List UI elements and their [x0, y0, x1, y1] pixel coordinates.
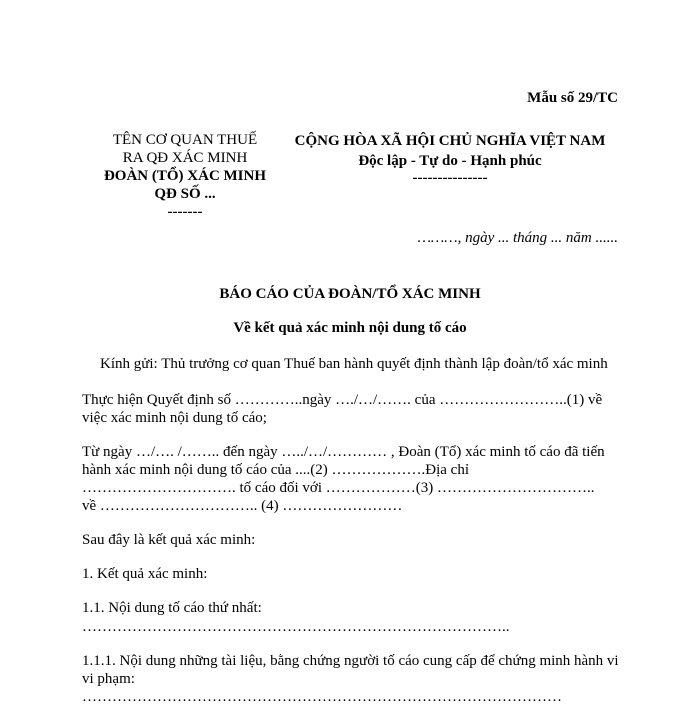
date-line: ………, ngày ... tháng ... năm ...... — [417, 230, 618, 246]
report-title: BÁO CÁO CỦA ĐOÀN/TỔ XÁC MINH — [219, 286, 481, 302]
form-code: Mẫu số 29/TC — [527, 90, 618, 106]
dotted-fill-line-2: …………………………………………………………………………………… — [82, 689, 562, 705]
decision-number: QĐ SỐ ... — [154, 186, 216, 202]
national-motto: Độc lập - Tự do - Hạnh phúc — [358, 153, 542, 169]
dotted-fill-line: ………………………………………………………………………….. — [82, 619, 510, 635]
verification-period-line-2: hành xác minh nội dung tố cáo của ....(2) ……………….Địa chỉ — [82, 462, 469, 478]
right-divider: --------------- — [412, 170, 488, 186]
results-intro: Sau đây là kết quả xác minh: — [82, 532, 256, 548]
team-name: ĐOÀN (TỔ) XÁC MINH — [103, 168, 267, 184]
verification-period-line-4: về ………………………….. (4) …………………… — [82, 498, 403, 514]
issuing-authority-header — [100, 131, 270, 221]
national-header — [280, 131, 620, 185]
section-1-1-heading: 1.1. Nội dung tố cáo thứ nhất: — [82, 600, 262, 616]
addressee: Kính gửi: Thủ trưởng cơ quan Thuế ban hành quyết định thành lập đoàn/tổ xác minh — [100, 356, 608, 372]
country-name: CỘNG HÒA XÃ HỘI CHỦ NGHĨA VIỆT NAM — [294, 133, 606, 149]
verification-period-line-3: …………………………. tố cáo đối với ………………(3) ………………………….. — [82, 480, 595, 496]
authority-name: TÊN CƠ QUAN THUẾ — [112, 132, 258, 148]
verification-period-line-1: Từ ngày …/…. /…….. đến ngày …../…/………… , Đoàn (Tổ) xác minh tố cáo đã tiến — [82, 444, 605, 460]
section-1-1-1-heading: 1.1.1. Nội dung những tài liệu, bằng chứng người tố cáo cung cấp để chứng minh hành vi vi phạm: — [82, 653, 619, 687]
authority-subline: RA QĐ XÁC MINH — [122, 150, 248, 166]
decision-paragraph: Thực hiện Quyết định số …………..ngày …./…/……. của ……………………..(1) về việc xác minh nội dung tố cáo; — [82, 392, 603, 426]
left-divider: ------- — [167, 204, 203, 220]
report-subtitle: Về kết quả xác minh nội dung tố cáo — [233, 320, 467, 336]
section-1-heading: 1. Kết quả xác minh: — [82, 566, 208, 582]
